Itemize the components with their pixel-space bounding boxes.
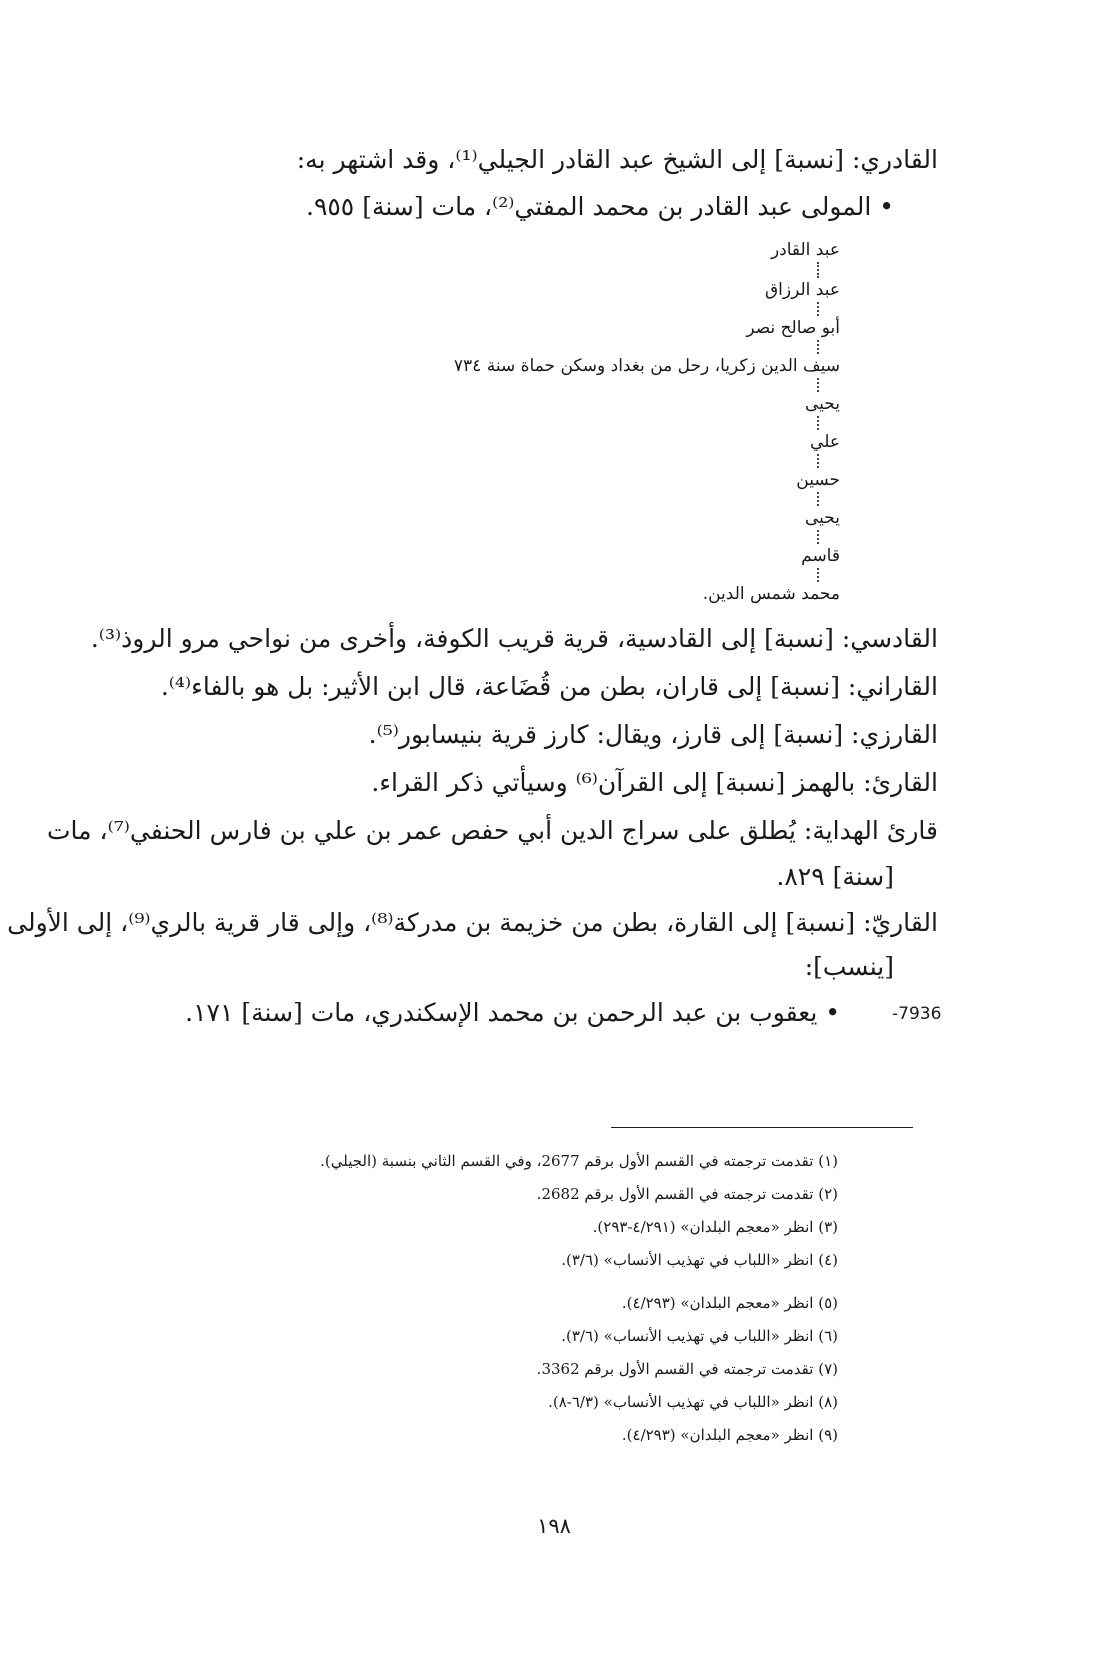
entry-qari-hamz: القارئ: بالهمز [نسبة] إلى القرآن⁽⁶⁾ وسيأتي ذكر القراء.: [371, 768, 938, 797]
lineage-item: عبد القادر: [770, 240, 840, 260]
footnote: (٦) انظر «اللباب في تهذيب الأنساب» (٣/٦).: [561, 1327, 838, 1345]
footnote: (٥) انظر «معجم البلدان» (٤/٢٩٣).: [621, 1294, 838, 1312]
entry-qarazi: القارزي: [نسبة] إلى قارز، ويقال: كارز قرية بنيسابور⁽⁵⁾.: [368, 720, 938, 749]
entry-qari-line2: [ينسب]:: [804, 952, 894, 981]
entry-qari-hidaya-line1: قارئ الهداية: يُطلق على سراج الدين أبي حفص عمر بن علي بن فارس الحنفي⁽⁷⁾، مات: [47, 816, 938, 845]
footnote: (٩) انظر «معجم البلدان» (٤/٢٩٣).: [621, 1426, 838, 1444]
lineage-connector: [817, 492, 819, 506]
lineage-connector: [817, 530, 819, 544]
lineage-item: علي: [810, 432, 840, 452]
lineage-item: حسين: [796, 470, 840, 490]
lineage-item: أبو صالح نصر: [746, 318, 840, 338]
entry-qadisi: القادسي: [نسبة] إلى القادسية، قرية قريب الكوفة، وأخرى من نواحي مرو الروذ⁽³⁾.: [90, 624, 938, 653]
lineage-connector: [817, 416, 819, 430]
lineage-connector: [817, 302, 819, 316]
footnote: (٣) انظر «معجم البلدان» (٤/٢٩١-٢٩٣).: [592, 1218, 838, 1236]
margin-entry-number: -7936: [892, 1004, 942, 1024]
lineage-connector: [817, 262, 819, 278]
footnote-separator: [611, 1127, 913, 1128]
lineage-item: قاسم: [801, 546, 840, 566]
lineage-connector: [817, 378, 819, 392]
lineage-connector: [817, 340, 819, 354]
lineage-item: يحيى: [804, 508, 840, 528]
page-number: ١٩٨: [537, 1514, 571, 1538]
footnote: (١) تقدمت ترجمته في القسم الأول برقم 2677، وفي القسم الثاني بنسبة (الجيلي).: [320, 1152, 838, 1170]
lineage-connector: [817, 568, 819, 582]
lineage-connector: [817, 454, 819, 468]
lineage-item: عبد الرزاق: [764, 280, 840, 300]
entry-qadiri-person: • المولى عبد القادر بن محمد المفتي⁽²⁾، مات [سنة] ٩٥٥.: [306, 192, 894, 221]
footnote: (٨) انظر «اللباب في تهذيب الأنساب» (٦/٣-٨).: [548, 1393, 838, 1411]
entry-qadiri: القادري: [نسبة] إلى الشيخ عبد القادر الجيلي⁽¹⁾، وقد اشتهر به:: [296, 145, 938, 174]
entry-qari-line1: القاريّ: [نسبة] إلى القارة، بطن من خزيمة بن مدركة⁽⁸⁾، وإلى قار قرية بالري⁽⁹⁾، إلى الأولى: [7, 908, 938, 937]
lineage-item: محمد شمس الدين.: [702, 584, 840, 604]
footnote: (٢) تقدمت ترجمته في القسم الأول برقم 2682.: [536, 1185, 838, 1203]
footnote: (٤) انظر «اللباب في تهذيب الأنساب» (٣/٦).: [561, 1251, 838, 1269]
lineage-item: سيف الدين زكريا، رحل من بغداد وسكن حماة سنة ٧٣٤: [453, 356, 840, 376]
entry-qari-person: • يعقوب بن عبد الرحمن بن محمد الإسكندري، مات [سنة] ١٧١.: [185, 998, 840, 1027]
entry-qari-hidaya-line2: [سنة] ٨٢٩.: [776, 862, 894, 891]
entry-qarani: القاراني: [نسبة] إلى قاران، بطن من قُضَاعة، قال ابن الأثير: بل هو بالفاء⁽⁴⁾.: [160, 672, 938, 701]
footnote: (٧) تقدمت ترجمته في القسم الأول برقم 3362.: [536, 1360, 838, 1378]
lineage-item: يحيى: [804, 394, 840, 414]
